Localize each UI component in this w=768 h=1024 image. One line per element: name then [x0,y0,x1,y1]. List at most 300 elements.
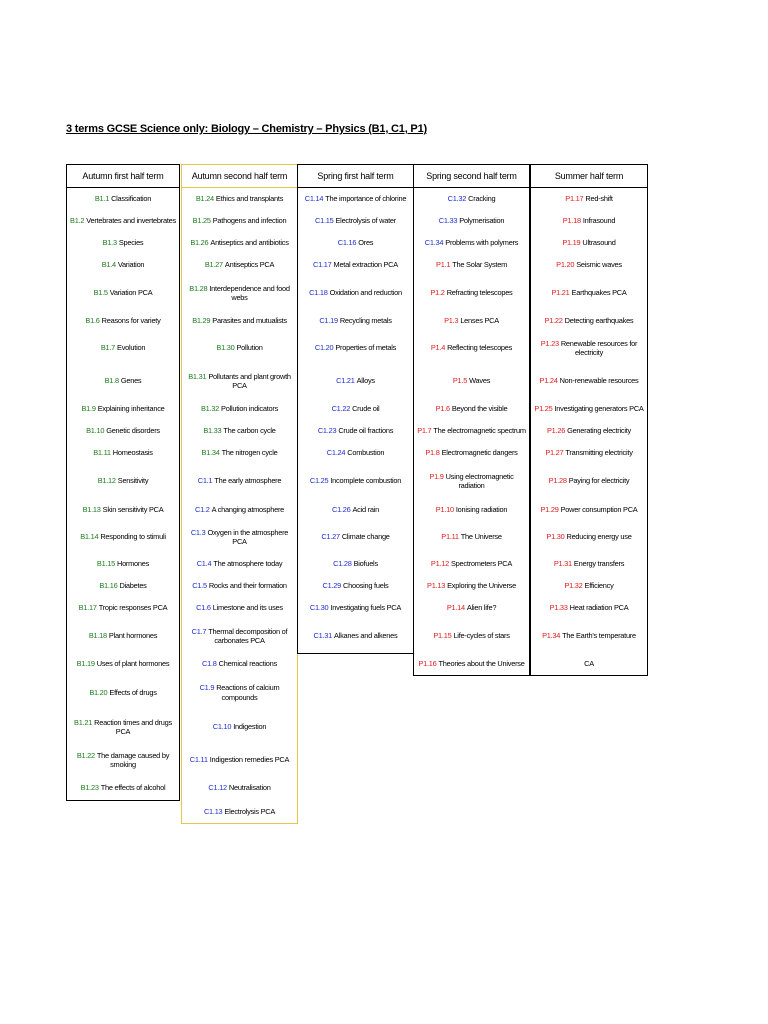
topic-code: P1.22 [544,316,563,326]
topic-item-content [439,216,504,226]
topic-code: B1.12 [97,476,116,486]
topic-item-content [192,316,287,326]
topic-item [67,619,179,653]
topic-item [414,420,529,442]
topic-code: C1.20 [314,343,334,353]
topic-item [531,597,647,619]
topic-item-content [333,559,378,569]
topic-title: Properties of metals [335,343,397,353]
topic-code: B1.32 [200,404,220,414]
topic-title: Waves [469,376,491,386]
topic-code: C1.3 [190,527,206,537]
topic-item [531,464,647,498]
topic-title: Paying for electricity [568,476,630,486]
topic-item [298,522,413,552]
column-header: Spring first half term [298,165,413,188]
topic-item [298,210,413,232]
column-header: Autumn second half term [182,165,297,188]
topic-title: Alkanes and alkenes [334,631,398,641]
topic-code: P1.28 [548,476,567,486]
topic-item [182,364,297,398]
topic-title: Responding to stimuli [100,532,166,542]
topic-item [298,442,413,464]
topic-code: P1.24 [539,376,558,386]
topic-item [67,210,179,232]
topic-item-content [77,659,170,669]
topic-item-content [565,194,612,204]
topic-item-content [83,505,164,515]
topic-item [182,442,297,464]
topic-code: P1.13 [427,581,446,591]
topic-item-content [202,448,278,458]
topic-item-content [441,532,501,542]
topic-title: Recycling metals [339,316,392,326]
topic-item [414,276,529,310]
topic-title: Oxygen in the atmosphere PCA [207,527,289,546]
topic-item-content [433,631,509,641]
topic-title: Crude oil fractions [338,426,394,436]
topic-item-content [425,448,517,458]
topic-item [67,464,179,498]
topic-title: Indigestion remedies PCA [209,755,290,765]
topic-code: P1.2 [430,288,445,298]
topic-item-content [444,316,499,326]
topic-code: B1.10 [86,426,105,436]
topic-item [531,498,647,522]
topic-title: Climate change [341,532,390,542]
topic-code: B1.30 [216,343,235,353]
topic-title: The nitrogen cycle [221,448,278,458]
topic-item [414,310,529,332]
topic-code: P1.18 [562,216,581,226]
topic-title: Pathogens and infection [212,216,287,226]
topic-code: C1.24 [326,448,346,458]
topic-item [414,522,529,552]
topic-item [182,776,297,800]
topic-title: Rocks and their formation [208,581,287,591]
topic-code: P1.23 [540,338,559,348]
topic-item [414,619,529,653]
topic-code: P1.7 [417,426,432,436]
topic-item-content [196,194,283,204]
topic-item [67,653,179,675]
topic-item [182,232,297,254]
topic-title: Investigating generators PCA [554,404,644,414]
topic-code: C1.10 [212,722,232,732]
page-title: 3 terms GCSE Science only: Biology – Chemistry – Physics (B1, C1, P1) [66,123,427,135]
topic-code: P1.21 [551,288,570,298]
topic-code: C1.13 [203,806,223,816]
topic-item [531,232,647,254]
column-header: Autumn first half term [67,165,179,188]
topic-title: Ionising radiation [455,505,508,515]
topic-code: P1.4 [430,343,446,353]
topic-title: Acid rain [352,505,379,515]
column-summer [530,164,648,676]
topic-title: Vertebrates and invertebrates [86,216,176,226]
topic-item [67,232,179,254]
topic-title: Evolution [117,343,146,353]
topic-title: Refracting telescopes [446,288,513,298]
topic-item [414,442,529,464]
topic-item-content [545,448,632,458]
topic-title: Combustion [347,448,385,458]
topic-title: Skin sensitivity PCA [102,505,164,515]
topic-item [182,675,297,710]
topic-item-content [184,683,295,702]
topic-code: P1.12 [430,558,449,568]
topic-list [298,188,413,653]
topic-item [67,522,179,552]
topic-item-content [69,751,177,770]
topic-title: Explaining inheritance [97,404,165,414]
topic-item-content [305,194,407,204]
topic-item-content [203,426,275,436]
topic-item [67,188,179,210]
topic-item-content [556,260,622,270]
topic-code: B1.31 [188,371,207,381]
topic-code: P1.3 [444,316,459,326]
topic-item-content [315,343,396,353]
topic-item-content [416,472,527,491]
topic-code: P1.30 [546,532,565,542]
topic-title: Oxidation and reduction [329,288,402,298]
topic-item [182,710,297,744]
topic-item-content [318,426,393,436]
column-spring-first [297,164,414,654]
topic-title: Ultrasound [582,238,616,248]
topic-code: P1.33 [549,603,568,613]
topic-item [67,675,179,710]
topic-code: C1.16 [337,238,357,248]
topic-code: C1.25 [309,476,329,486]
topic-list [414,188,529,675]
topic-item [531,575,647,597]
topic-title: The carbon cycle [223,426,276,436]
topic-title: Electromagnetic dangers [441,448,518,458]
topic-item-content [547,426,631,436]
topic-item-content [564,581,613,591]
topic-title: Polymerisation [459,216,505,226]
topic-item-content [545,316,634,326]
topic-title: Ethics and transplants [215,194,284,204]
topic-title: Reactions of calcium compounds [216,683,280,702]
topic-code: B1.17 [78,603,97,613]
topic-item-content [184,627,295,646]
topic-code: P1.9 [429,471,444,481]
topic-code: P1.14 [446,603,465,613]
topic-title: Using electromagnetic radiation [445,471,514,490]
topic-item-content [551,288,626,298]
topic-item-content [81,783,166,793]
topic-title: Non-renewable resources [559,376,639,386]
column-autumn-second [181,164,298,824]
topic-title: Efficiency [584,581,614,591]
topic-item-content [447,603,496,613]
topic-item-content [94,288,153,298]
topic-title: Classification [111,194,152,204]
topic-title: Transmitting electricity [565,448,633,458]
topic-code: B1.16 [99,581,118,591]
topic-item-content [69,718,177,737]
topic-code: B1.29 [192,316,211,326]
topic-title: Thermal decomposition of carbonates PCA [208,626,288,645]
topic-item [531,522,647,552]
topic-item-content [338,238,374,248]
topic-code: C1.34 [424,238,444,248]
topic-item-content [213,722,266,732]
topic-item [531,442,647,464]
topic-title: Investigating fuels PCA [330,603,402,613]
topic-item [531,276,647,310]
column-header: Spring second half term [414,165,529,188]
topic-item-content [563,216,616,226]
topic-item [182,619,297,653]
topic-item [67,552,179,575]
topic-title: The effects of alcohol [100,783,166,793]
topic-item [182,597,297,619]
topic-code: B1.14 [80,532,99,542]
topic-code: P1.32 [564,581,583,591]
topic-title: Antiseptics PCA [224,260,275,270]
topic-title: CA [584,659,594,669]
topic-item [414,498,529,522]
topic-item-content [431,343,512,353]
topic-item-content [562,238,615,248]
topic-title: Effects of drugs [109,687,157,697]
topic-item [67,276,179,310]
topic-title: Biofuels [353,558,378,568]
topic-code: C1.11 [189,755,208,765]
topic-code: B1.21 [74,717,93,727]
topic-code: C1.14 [304,194,324,204]
topic-item [298,498,413,522]
topic-item-content [314,631,398,641]
topic-code: P1.5 [452,376,468,386]
topic-title: Variation [117,260,145,270]
topic-item [298,420,413,442]
topic-item-content [216,343,262,353]
topic-item-content [550,603,629,613]
topic-item [67,442,179,464]
topic-title: Infrasound [582,216,616,226]
topic-code: P1.10 [435,505,454,515]
topic-item [298,332,413,364]
topic-item [67,420,179,442]
topic-item-content [184,372,295,391]
topic-item-content [205,260,274,270]
topic-item [67,332,179,364]
topic-code: B1.3 [102,238,117,248]
topic-title: Exploring the Universe [447,581,516,591]
topic-item [182,398,297,420]
column-header: Summer half term [531,165,647,188]
topic-item-content [98,476,149,486]
topic-code: B1.34 [201,448,220,458]
topic-title: Plant hormones [108,631,158,641]
topic-item-content [202,659,277,669]
topic-code: P1.15 [433,631,452,641]
topic-item-content [197,559,283,569]
topic-item [182,653,297,675]
topic-item-content [201,404,278,414]
topic-title: Antiseptics and antibiotics [210,238,289,248]
topic-item [414,653,529,675]
topic-item [414,188,529,210]
topic-code: C1.2 [194,505,210,515]
topic-item-content [80,532,166,542]
topic-item-content [431,559,512,569]
topic-code: C1.8 [202,659,217,669]
topic-item [67,398,179,420]
topic-item [182,464,297,498]
topic-item [298,254,413,276]
topic-code: B1.11 [93,448,111,458]
topic-item-content [85,316,160,326]
topic-item-content [195,505,284,515]
topic-code: B1.15 [96,558,115,568]
topic-title: Electrolysis PCA [224,806,276,816]
topic-item-content [196,603,283,613]
topic-item [298,597,413,619]
topic-title: Sensitivity [117,476,149,486]
topic-title: Earthquakes PCA [571,288,627,298]
topic-item [531,310,647,332]
topic-item [182,254,297,276]
topic-title: Reducing energy use [566,532,632,542]
topic-code: C1.15 [315,216,334,226]
topic-title: Genes [120,376,142,386]
topic-code: C1.18 [309,288,328,298]
topic-item-content [89,688,156,698]
topic-item [531,619,647,653]
topic-item-content [436,404,508,414]
topic-code: P1.26 [547,426,566,436]
topic-code: P1.6 [435,404,450,414]
topic-code: B1.7 [100,343,116,353]
topic-code: B1.4 [101,260,116,270]
topic-item [182,210,297,232]
topic-item-content [204,807,275,817]
topic-title: Red-shift [585,194,613,204]
topic-item [414,552,529,575]
topic-title: Beyond the visible [451,404,508,414]
topic-code: C1.7 [191,626,207,636]
topic-item-content [97,559,149,569]
topic-item-content [584,659,594,669]
topic-item-content [101,343,145,353]
topic-item [67,498,179,522]
topic-code: B1.2 [70,216,85,226]
topic-item [298,232,413,254]
topic-item-content [105,376,142,386]
topic-item [531,420,647,442]
topic-item [531,552,647,575]
topic-item [182,188,297,210]
topic-item-content [417,426,526,436]
topic-title: Incomplete combustion [330,476,402,486]
topic-title: Neutralisation [228,783,271,793]
topic-title: The electromagnetic spectrum [433,426,526,436]
topic-code: C1.9 [199,683,215,692]
topic-code: C1.23 [317,426,337,436]
topic-code: C1.31 [313,631,332,641]
topic-item [414,232,529,254]
topic-item [414,464,529,498]
topic-title: Pollutants and plant growth PCA [208,371,291,390]
topic-title: Heat radiation PCA [569,603,629,613]
topic-code: P1.17 [565,194,584,204]
topic-title: Lenses PCA [460,316,499,326]
topic-title: A changing atmosphere [211,505,285,515]
topic-title: Cracking [468,194,496,204]
topic-item-content [95,194,151,204]
topic-item [67,310,179,332]
topic-code: C1.12 [208,783,227,793]
topic-item-content [425,238,518,248]
topic-title: Parasites and mutualists [212,316,287,326]
topic-item-content [549,476,630,486]
topic-item-content [193,216,287,226]
topic-list [182,188,297,823]
topic-title: The damage caused by smoking [96,750,170,769]
topic-code: B1.6 [85,316,100,326]
topic-code: P1.19 [562,238,581,248]
topic-item-content [86,426,160,436]
topic-item-content [336,376,375,386]
topic-item [414,332,529,364]
topic-code: P1.16 [418,659,437,669]
topic-item-content [99,581,146,591]
topic-title: Seismic waves [576,260,622,270]
topic-title: Electrolysis of water [335,216,396,226]
topic-item-content [323,581,389,591]
topic-item-content [93,448,152,458]
topic-title: Variation PCA [109,288,153,298]
topic-item-content [79,603,168,613]
topic-code: C1.1 [197,476,213,486]
topic-item [67,575,179,597]
topic-item [531,398,647,420]
topic-code: C1.29 [322,581,342,591]
topic-list [531,188,647,675]
topic-code: C1.5 [192,581,207,591]
topic-item [531,188,647,210]
topic-item-content [184,528,295,547]
topic-code: B1.24 [195,194,214,204]
topic-code: C1.33 [438,216,458,226]
topic-item-content [102,260,145,270]
topic-item-content [533,339,645,358]
topic-title: Reaction times and drugs PCA [94,717,172,736]
topic-code: B1.26 [190,238,209,248]
topic-title: Chemical reactions [218,659,277,669]
topic-code: B1.20 [89,687,108,697]
topic-code: P1.29 [540,505,559,515]
topic-code: B1.13 [82,505,101,515]
topic-code: C1.19 [319,316,338,326]
topic-item-content [313,260,398,270]
topic-item [531,364,647,398]
topic-item-content [309,288,402,298]
topic-title: The Universe [460,532,502,542]
topic-title: Metal extraction PCA [333,260,398,270]
topic-code: B1.33 [203,426,222,436]
topic-title: Interdependence and food webs [209,283,290,302]
topic-item-content [190,238,288,248]
topic-code: P1.11 [441,532,459,542]
topic-title: Alloys [356,376,375,386]
